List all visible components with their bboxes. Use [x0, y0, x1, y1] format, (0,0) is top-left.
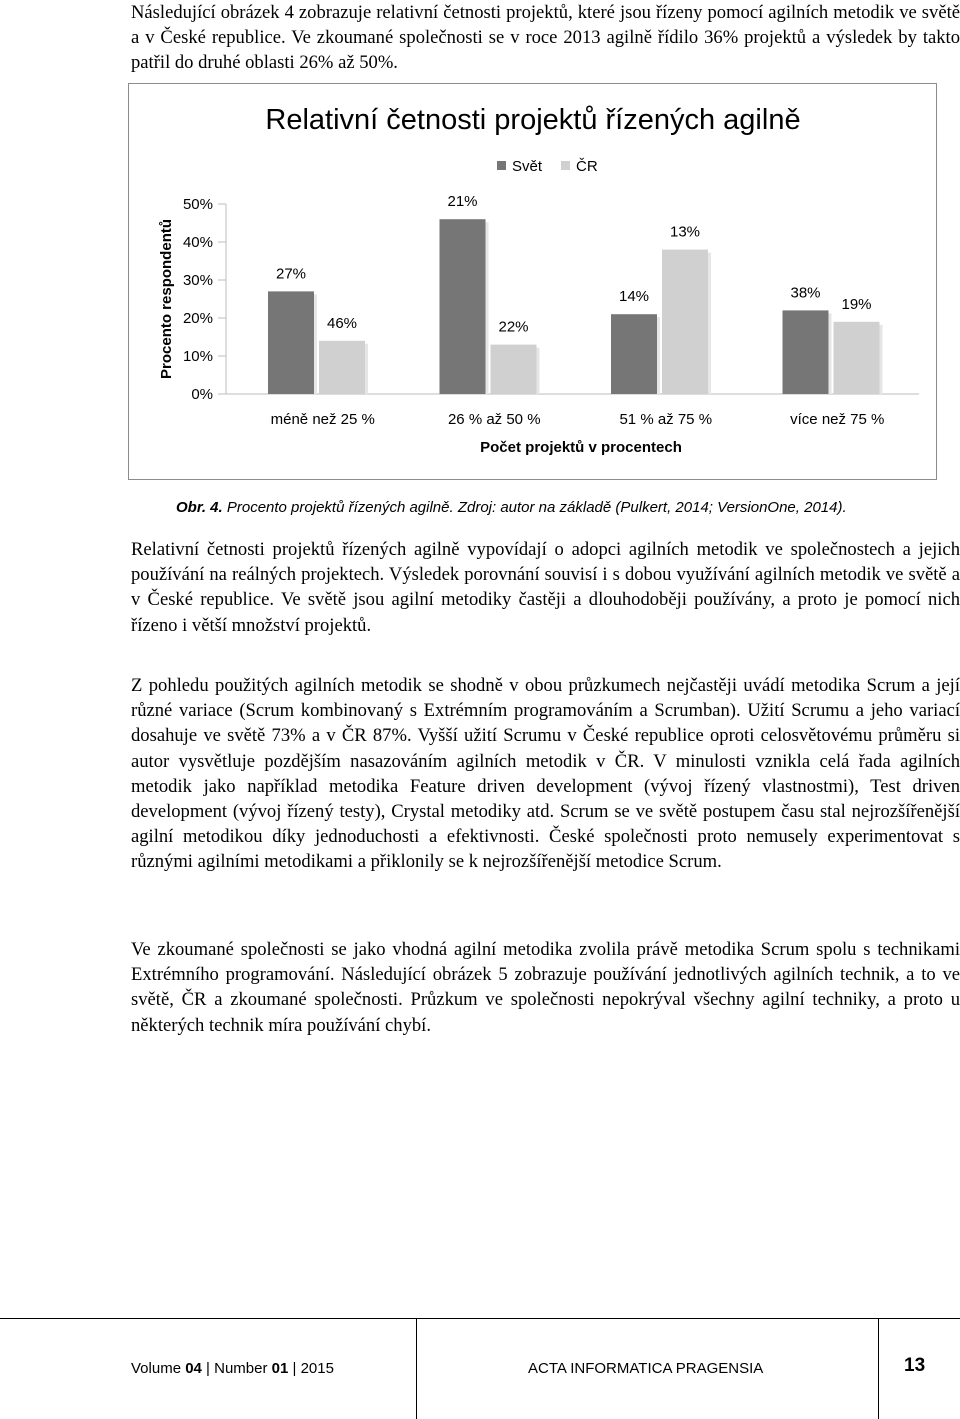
paragraph-3: Ve zkoumané společnosti se jako vhodná agilní metodika zvolila právě metodika Scrum spolu s technikami Extrémního programování. Následující obrázek 5 zobrazuje používání jednotlivých agilních technik, a to ve světě, ČR a zkoumané společnosti. Průzkum ve společnosti nepokrýval všechny agilní techniky, a proto u některých technik míra používání chybí.: [131, 939, 960, 1036]
y-tick-label: 30%: [182, 272, 213, 289]
bar-Svět-3: [611, 314, 657, 394]
y-axis-label: Procento respondentů: [158, 218, 175, 380]
legend-swatch-1: [497, 161, 506, 170]
bar-Svět-1: [268, 291, 314, 394]
footer-separator-1: [416, 1318, 417, 1419]
legend-label-2: ČR: [576, 158, 598, 175]
bar-ČR-2: [491, 345, 537, 394]
x-category-label: 26 % až 50 %: [447, 411, 541, 428]
x-category-label: méně než 25 %: [270, 411, 375, 428]
footer-separator-2: [878, 1318, 879, 1419]
bar-ČR-3: [662, 250, 708, 394]
x-category-label: 51 % až 75 %: [619, 411, 713, 428]
y-tick-label: 10%: [182, 348, 213, 365]
y-tick-label: 50%: [182, 196, 213, 213]
footer-journal: ACTA INFORMATICA PRAGENSIA: [528, 1360, 764, 1377]
caption-label: Obr. 4.: [176, 499, 223, 516]
chart-frame: [128, 83, 937, 480]
data-label: 13%: [669, 223, 701, 241]
legend-swatch-2: [561, 161, 570, 170]
legend-label-1: Svět: [512, 158, 543, 175]
x-category-label: více než 75 %: [790, 411, 885, 428]
data-label: 27%: [275, 265, 307, 283]
paragraph-1: Relativní četnosti projektů řízených agilně vypovídají o adopci agilních metodik ve společnostech a jejich používání na reálných projektech. Výsledek porovnání souvisí i s dobou využívání agilních metodik ve světě a v České republice. Ve světě jsou agilní metodiky častěji a dlouhodoběji používány, a proto je pomocí nich řízeno i větší množství projektů.: [131, 539, 960, 636]
data-label: 14%: [618, 288, 650, 306]
paragraph-2: Z pohledu použitých agilních metodik se shodně v obou průzkumech nejčastěji uvádí metodika Scrum a její různé variace (Scrum kombinovaný s Extrémním programováním a Scrumban). Užití Scrumu a jeho variací dosahuje ve světě 73% a v ČR 87%. Vyšší užití Scrumu v České republice oproti celosvětovému průměru si autor vysvětluje pozdějším nasazováním agilních metodik v ČR. V minulosti vznikla celá řada agilních metodik jako například metodika Feature driven development (vývoj řízený vlastnostmi), Test driven development (vývoj řízený testy), Crystal metodiky atd. Scrum se ve světě postupem času stal nejrozšířenější agilní metodikou díky jednoduchosti a efektivnosti. České společnosti proto nemusely experimentovat s různými agilními metodikami a přiklonily se k nejrozšířenější metodice Scrum.: [131, 675, 960, 873]
figure-caption: [176, 499, 847, 516]
x-axis-label: Počet projektů v procentech: [480, 439, 682, 456]
bar-ČR-4: [834, 322, 880, 394]
bar-ČR-1: [319, 341, 365, 394]
y-tick-label: 0%: [191, 386, 213, 403]
data-label: 22%: [498, 318, 529, 336]
data-label: 46%: [326, 314, 358, 332]
bar-Svět-4: [783, 310, 829, 394]
footer-volume: Volume 04 | Number 01 | 2015: [131, 1360, 334, 1377]
data-label: 38%: [790, 284, 821, 302]
data-label: 19%: [841, 295, 872, 313]
y-tick-label: 20%: [182, 310, 213, 327]
footer-divider: [0, 1318, 960, 1319]
page-number: 13: [904, 1355, 926, 1376]
bar-Svět-2: [440, 219, 486, 394]
intro-paragraph: Následující obrázek 4 zobrazuje relativní četnosti projektů, které jsou řízeny pomocí agilních metodik ve světě a v České republice. Ve zkoumané společnosti se v roce 2013 agilně řídilo 36% projektů a výsledek by takto patřil do druhé oblasti 26% až 50%.: [131, 2, 960, 74]
caption-text: Procento projektů řízených agilně. Zdroj: autor na základě (Pulkert, 2014; VersionOne, 2014).: [222, 499, 847, 516]
data-label: 21%: [447, 193, 478, 211]
bar-chart: [129, 84, 938, 481]
y-tick-label: 40%: [182, 234, 213, 251]
chart-title: Relativní četnosti projektů řízených agilně: [265, 104, 801, 136]
